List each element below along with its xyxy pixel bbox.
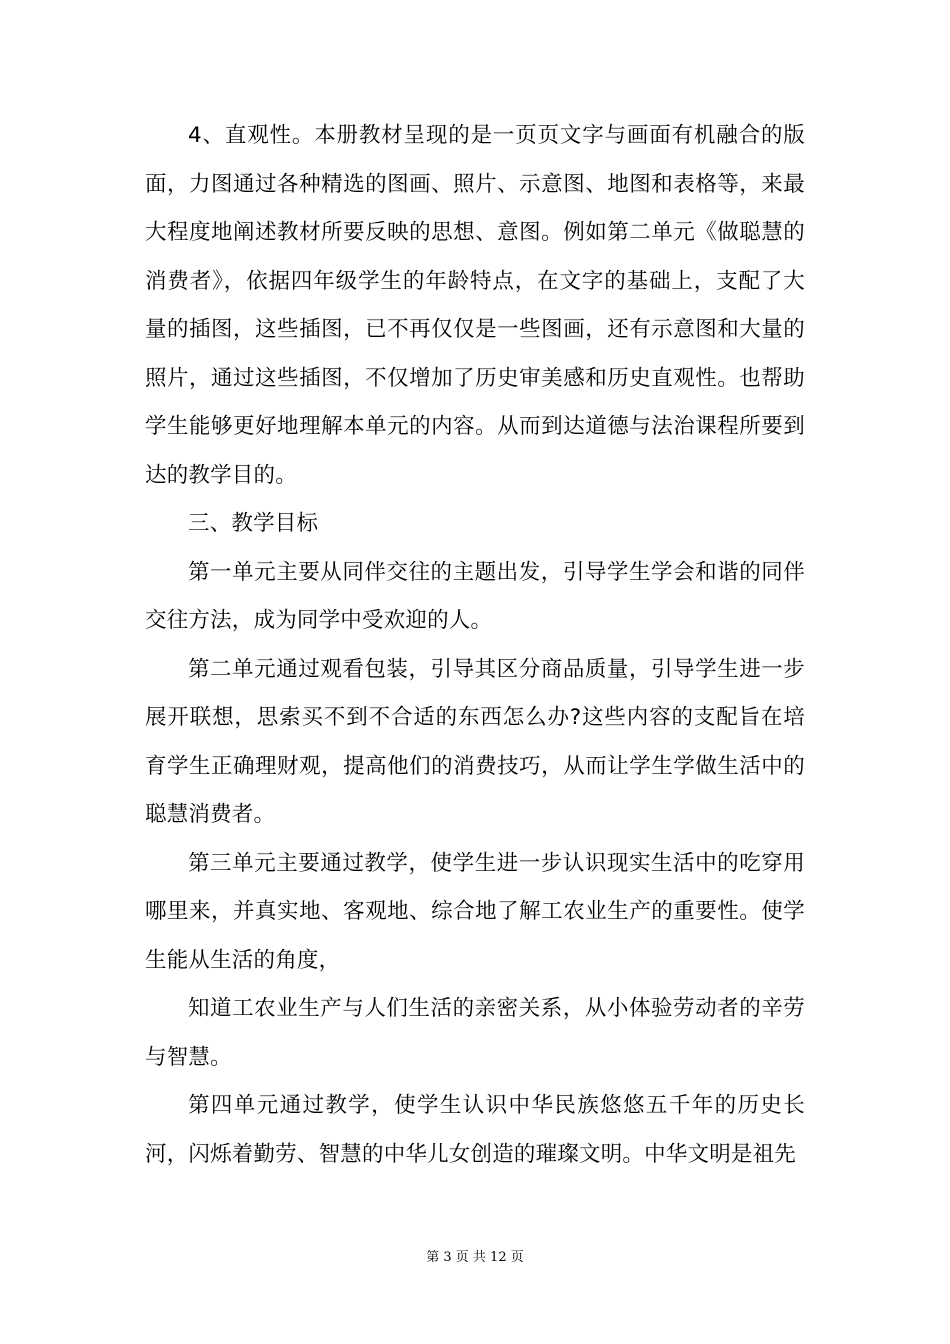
section-heading-teaching-goals: 三、教学目标 [188, 511, 319, 536]
paragraph-unit-three: 第三单元主要通过教学，使学生进一步认识现实生活中的吃穿用哪里来，并真实地、客观地、综合地了解工农业生产的重要性。使学生能从生活的角度， [145, 850, 805, 973]
paragraph-intuitiveness: 4、直观性。本册教材呈现的是一页页文字与画面有机融合的版面，力图通过各种精选的图画、照片、示意图、地图和表格等，来最大程度地阐述教材所要反映的思想、意图。例如第二单元《做聪慧的消费者》，依据四年级学生的年龄特点，在文字的基础上，支配了大量的插图，这些插图，已不再仅仅是一些图画，还有示意图和大量的照片，通过这些插图，不仅增加了历史审美感和历史直观性。也帮助学生能够更好地理解本单元的内容。从而到达道德与法治课程所要到达的教学目的。 [145, 123, 805, 488]
paragraph-unit-three-continued: 知道工农业生产与人们生活的亲密关系，从小体验劳动者的辛劳与智慧。 [145, 996, 805, 1070]
paragraph-unit-one: 第一单元主要从同伴交往的主题出发，引导学生学会和谐的同伴交往方法，成为同学中受欢迎的人。 [145, 559, 805, 633]
document-body [145, 112, 805, 1179]
paragraph-unit-four: 第四单元通过教学，使学生认识中华民族悠悠五千年的历史长河，闪烁着勤劳、智慧的中华儿女创造的璀璨文明。中华文明是祖先 [145, 1093, 805, 1167]
paragraph-unit-two: 第二单元通过观看包装，引导其区分商品质量，引导学生进一步展开联想，思索买不到不合适的东西怎么办?这些内容的支配旨在培育学生正确理财观，提高他们的消费技巧，从而让学生学做生活中的聪慧消费者。 [145, 656, 805, 827]
page-number-footer: 第 3 页 共 12 页 [426, 1250, 524, 1265]
